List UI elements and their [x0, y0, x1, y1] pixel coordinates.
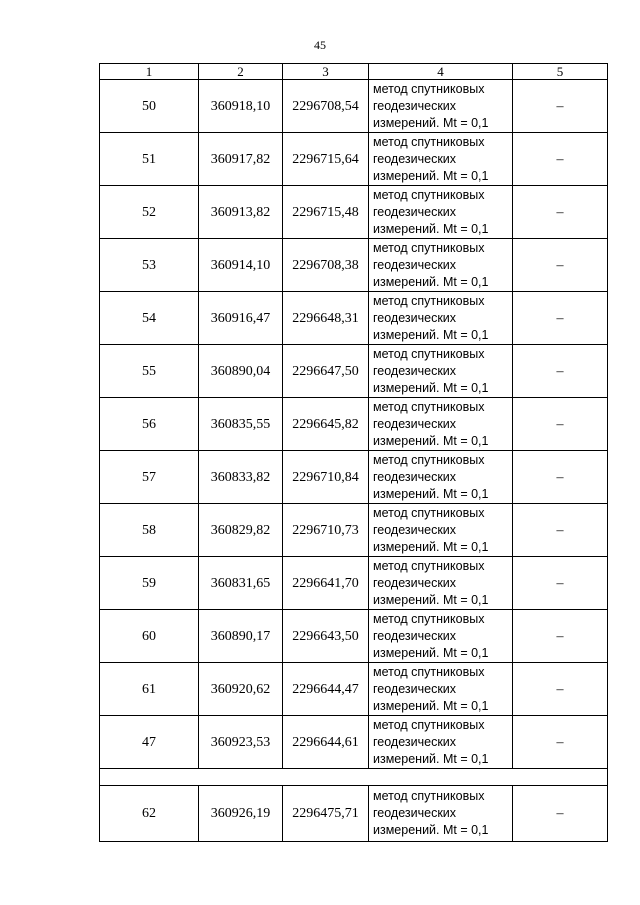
- coord-x-cell: 360917,82: [199, 133, 283, 186]
- method-cell: [369, 716, 513, 769]
- method-line: геодезических: [373, 416, 457, 431]
- coord-x-cell: 360835,55: [199, 398, 283, 451]
- coord-y-cell: 2296641,70: [283, 557, 369, 610]
- table-row: [100, 398, 608, 451]
- method-line: измерений. Mt = 0,1: [373, 115, 489, 130]
- method-line: геодезических: [373, 628, 457, 643]
- coord-x-cell: 360890,17: [199, 610, 283, 663]
- note-cell: –: [513, 80, 608, 133]
- method-line: измерений. Mt = 0,1: [373, 380, 489, 395]
- table-body: [100, 64, 608, 842]
- point-number-cell: 47: [100, 716, 199, 769]
- method-cell: [369, 186, 513, 239]
- header-col-2: 2: [199, 64, 283, 80]
- method-line: геодезических: [373, 204, 457, 219]
- method-line: геодезических: [373, 310, 457, 325]
- method-cell: [369, 663, 513, 716]
- coord-y-cell: 2296710,73: [283, 504, 369, 557]
- coord-x-cell: 360926,19: [199, 786, 283, 842]
- method-cell: [369, 786, 513, 842]
- coord-x-cell: 360829,82: [199, 504, 283, 557]
- method-line: геодезических: [373, 151, 457, 166]
- note-cell: –: [513, 716, 608, 769]
- method-cell: [369, 292, 513, 345]
- method-cell: [369, 451, 513, 504]
- point-number-cell: 56: [100, 398, 199, 451]
- coord-y-cell: 2296644,47: [283, 663, 369, 716]
- note-cell: –: [513, 398, 608, 451]
- method-cell: [369, 610, 513, 663]
- point-number-cell: 60: [100, 610, 199, 663]
- method-line: измерений. Mt = 0,1: [373, 645, 489, 660]
- method-line: метод спутниковых: [373, 240, 485, 255]
- note-cell: –: [513, 133, 608, 186]
- method-line: геодезических: [373, 522, 457, 537]
- point-number-cell: 52: [100, 186, 199, 239]
- coord-y-cell: 2296715,48: [283, 186, 369, 239]
- method-line: метод спутниковых: [373, 558, 485, 573]
- method-line: метод спутниковых: [373, 789, 485, 803]
- coord-y-cell: 2296645,82: [283, 398, 369, 451]
- method-line: измерений. Mt = 0,1: [373, 274, 489, 289]
- method-line: измерений. Mt = 0,1: [373, 221, 489, 236]
- method-line: геодезических: [373, 681, 457, 696]
- coord-y-cell: 2296710,84: [283, 451, 369, 504]
- method-line: измерений. Mt = 0,1: [373, 433, 489, 448]
- method-line: измерений. Mt = 0,1: [373, 698, 489, 713]
- point-number-cell: 62: [100, 786, 199, 842]
- method-cell: [369, 133, 513, 186]
- method-line: метод спутниковых: [373, 81, 485, 96]
- coord-y-cell: 2296647,50: [283, 345, 369, 398]
- table-row: [100, 716, 608, 769]
- coord-y-cell: 2296708,38: [283, 239, 369, 292]
- method-line: метод спутниковых: [373, 452, 485, 467]
- coord-x-cell: 360920,62: [199, 663, 283, 716]
- method-line: метод спутниковых: [373, 611, 485, 626]
- note-cell: –: [513, 610, 608, 663]
- coordinates-table: [99, 63, 608, 842]
- separator-row: [100, 769, 608, 786]
- method-line: измерений. Mt = 0,1: [373, 751, 489, 766]
- coord-y-cell: 2296644,61: [283, 716, 369, 769]
- table-row: [100, 504, 608, 557]
- method-line: геодезических: [373, 257, 457, 272]
- coord-y-cell: 2296648,31: [283, 292, 369, 345]
- coord-x-cell: 360923,53: [199, 716, 283, 769]
- method-line: метод спутниковых: [373, 717, 485, 732]
- point-number-cell: 54: [100, 292, 199, 345]
- coord-y-cell: 2296708,54: [283, 80, 369, 133]
- method-cell: [369, 345, 513, 398]
- method-cell: [369, 504, 513, 557]
- table-row: [100, 345, 608, 398]
- header-row: [100, 64, 608, 80]
- coord-x-cell: 360831,65: [199, 557, 283, 610]
- method-cell: [369, 80, 513, 133]
- method-line: геодезических: [373, 98, 457, 113]
- coord-y-cell: 2296475,71: [283, 786, 369, 842]
- table-row: [100, 786, 608, 842]
- table-row: [100, 610, 608, 663]
- page-number: 45: [314, 38, 326, 52]
- method-line: измерений. Mt = 0,1: [373, 168, 489, 183]
- note-cell: –: [513, 239, 608, 292]
- method-line: геодезических: [373, 734, 457, 749]
- table-row: [100, 186, 608, 239]
- method-line: геодезических: [373, 806, 457, 820]
- table-row: [100, 133, 608, 186]
- method-line: геодезических: [373, 363, 457, 378]
- point-number-cell: 51: [100, 133, 199, 186]
- point-number-cell: 58: [100, 504, 199, 557]
- separator-cell: [100, 769, 608, 786]
- note-cell: –: [513, 186, 608, 239]
- header-col-5: 5: [513, 64, 608, 80]
- header-col-3: 3: [283, 64, 369, 80]
- method-line: измерений. Mt = 0,1: [373, 486, 489, 501]
- method-line: метод спутниковых: [373, 187, 485, 202]
- note-cell: –: [513, 451, 608, 504]
- note-cell: –: [513, 504, 608, 557]
- method-cell: [369, 239, 513, 292]
- method-line: измерений. Mt = 0,1: [373, 823, 489, 837]
- note-cell: –: [513, 557, 608, 610]
- header-col-4: 4: [369, 64, 513, 80]
- note-cell: –: [513, 663, 608, 716]
- table-row: [100, 292, 608, 345]
- method-line: измерений. Mt = 0,1: [373, 592, 489, 607]
- coord-x-cell: 360890,04: [199, 345, 283, 398]
- method-line: геодезических: [373, 469, 457, 484]
- table-row: [100, 239, 608, 292]
- coord-y-cell: 2296715,64: [283, 133, 369, 186]
- method-cell: [369, 557, 513, 610]
- note-cell: –: [513, 786, 608, 842]
- note-cell: –: [513, 345, 608, 398]
- point-number-cell: 55: [100, 345, 199, 398]
- method-line: метод спутниковых: [373, 399, 485, 414]
- coord-y-cell: 2296643,50: [283, 610, 369, 663]
- method-line: геодезических: [373, 575, 457, 590]
- table-row: [100, 557, 608, 610]
- method-line: измерений. Mt = 0,1: [373, 327, 489, 342]
- point-number-cell: 53: [100, 239, 199, 292]
- coord-x-cell: 360913,82: [199, 186, 283, 239]
- table-row: [100, 663, 608, 716]
- note-cell: –: [513, 292, 608, 345]
- coord-x-cell: 360833,82: [199, 451, 283, 504]
- method-line: метод спутниковых: [373, 293, 485, 308]
- table-row: [100, 80, 608, 133]
- point-number-cell: 50: [100, 80, 199, 133]
- method-line: метод спутниковых: [373, 346, 485, 361]
- point-number-cell: 61: [100, 663, 199, 716]
- coord-x-cell: 360914,10: [199, 239, 283, 292]
- method-cell: [369, 398, 513, 451]
- point-number-cell: 57: [100, 451, 199, 504]
- method-line: метод спутниковых: [373, 505, 485, 520]
- coord-x-cell: 360916,47: [199, 292, 283, 345]
- method-line: метод спутниковых: [373, 664, 485, 679]
- table-row: [100, 451, 608, 504]
- method-line: измерений. Mt = 0,1: [373, 539, 489, 554]
- coord-x-cell: 360918,10: [199, 80, 283, 133]
- point-number-cell: 59: [100, 557, 199, 610]
- header-col-1: 1: [100, 64, 199, 80]
- method-line: метод спутниковых: [373, 134, 485, 149]
